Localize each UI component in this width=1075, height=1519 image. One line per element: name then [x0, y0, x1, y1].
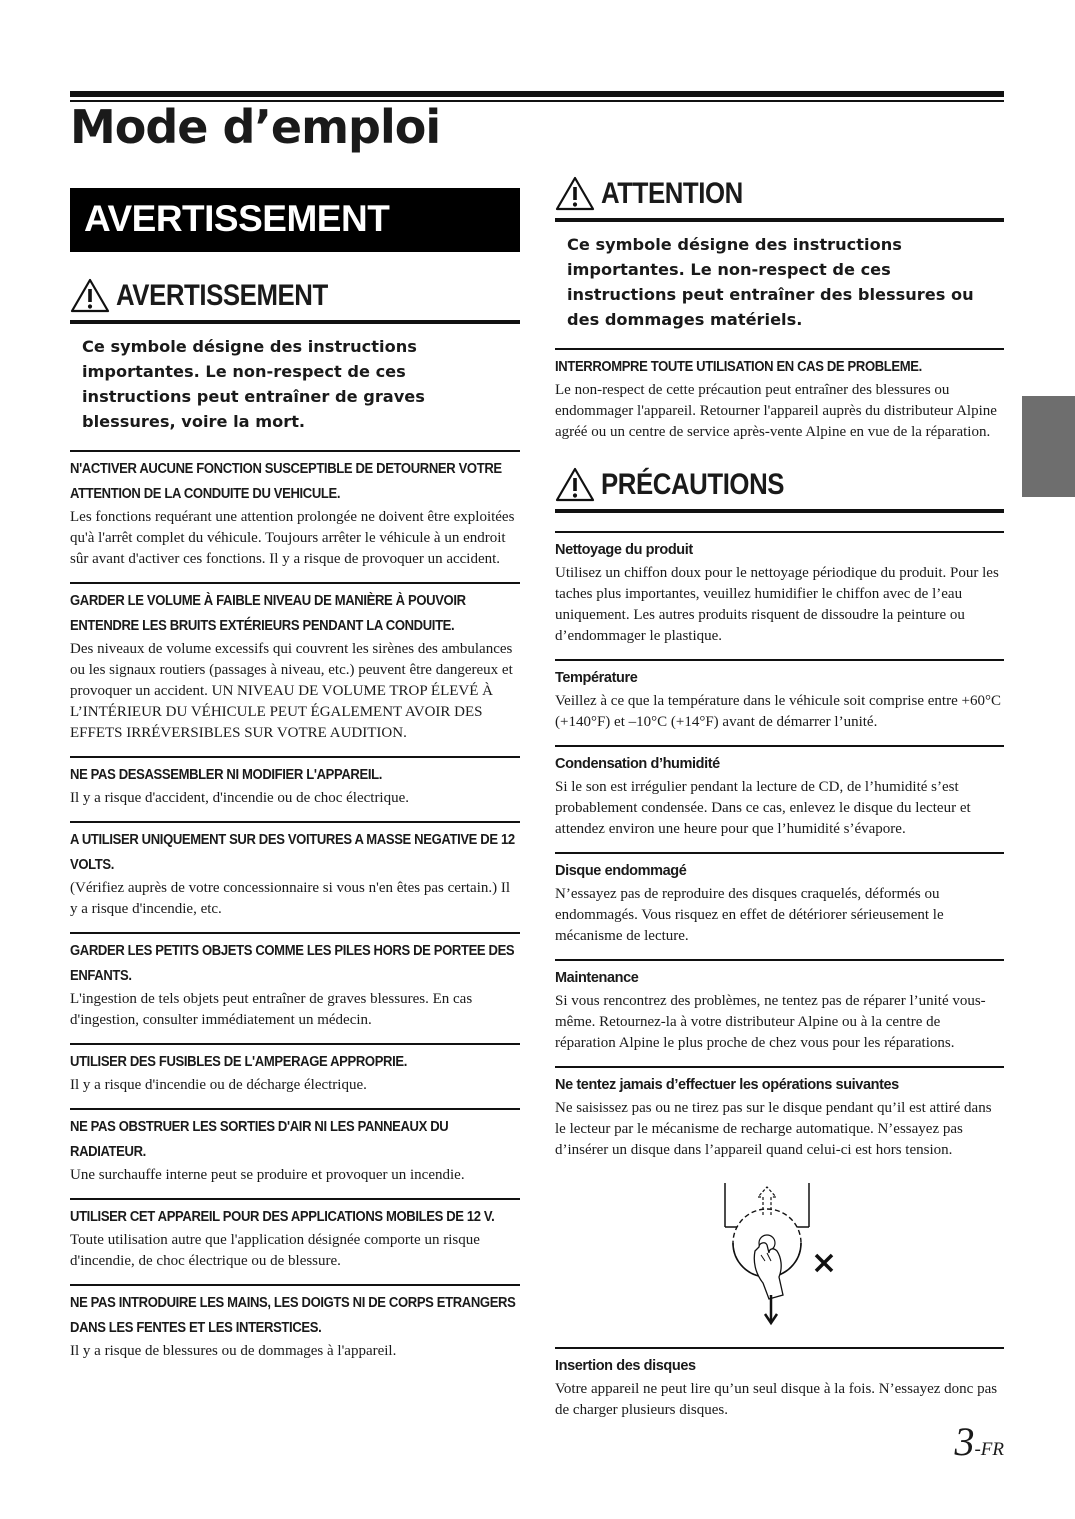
- item-title: N'ACTIVER AUCUNE FONCTION SUSCEPTIBLE DE DETOURNER VOTRE ATTENTION DE LA CONDUITE DU VEHICULE.: [70, 461, 502, 502]
- item-text: N’essayez pas de reproduire des disques craquelés, déformés ou endommagés. Vous risquez en effet de détériorer sérieusement le mécanisme de lecture.: [555, 886, 944, 944]
- precautions-heading-text: PRÉCAUTIONS: [601, 468, 785, 501]
- warning-triangle-icon: [555, 176, 595, 212]
- item-title: Maintenance: [555, 970, 639, 986]
- item-text: Toute utilisation autre que l'application désignée comporte un risque d'incendie, de choc électrique ou de blessure.: [70, 1232, 480, 1269]
- page-number: [954, 1418, 1004, 1465]
- warning-item-4: [70, 821, 520, 920]
- item-text: Une surchauffe interne peut se produire et provoquer un incendie.: [70, 1167, 465, 1183]
- warning-triangle-icon: [555, 467, 595, 503]
- item-title: UTILISER DES FUSIBLES DE L'AMPERAGE APPROPRIE.: [70, 1054, 408, 1070]
- precaution-item-disc-insertion: [555, 1347, 1004, 1421]
- precaution-item-2: [555, 659, 1004, 733]
- item-text: Utilisez un chiffon doux pour le nettoyage périodique du produit. Pour les taches plus importantes, veuillez humidifier le chiffon avec de l’eau uniquement. Les autres produits risquent de dissoudre la peinture ou d’endommager le plastique.: [555, 565, 999, 644]
- precaution-item-3: [555, 745, 1004, 840]
- item-title: GARDER LE VOLUME À FAIBLE NIVEAU DE MANIÈRE À POUVOIR ENTENDRE LES BRUITS EXTÉRIEURS PENDANT LA CONDUITE.: [70, 593, 466, 634]
- warning-banner: AVERTISSEMENT: [70, 188, 520, 252]
- attention-intro: Ce symbole désigne des instructions importantes. Le non-respect de ces instructions peut entraîner des blessures ou des dommages matériels.: [567, 235, 974, 329]
- item-title: Nettoyage du produit: [555, 542, 693, 558]
- cross-mark-icon: [816, 1255, 832, 1271]
- precautions-list: [555, 531, 1004, 1161]
- page-number-suffix: -FR: [974, 1439, 1004, 1460]
- warning-item-2: [70, 582, 520, 744]
- item-title: Température: [555, 670, 638, 686]
- item-title: NE PAS DESASSEMBLER NI MODIFIER L'APPAREIL.: [70, 767, 382, 783]
- warning-heading-text: AVERTISSEMENT: [116, 279, 328, 312]
- warning-intro: Ce symbole désigne des instructions importantes. Le non-respect de ces instructions peut entraîner de graves blessures, voire la mort.: [82, 337, 425, 431]
- item-text: Ne saisissez pas ou ne tirez pas sur le disque pendant qu’il est attiré dans le lecteur par le mécanisme de recharge automatique. N’essayez pas d’insérer un disque dans l’appareil quand celui-ci est hors tension.: [555, 1100, 992, 1158]
- warning-triangle-icon: [70, 278, 110, 314]
- precaution-item-4: [555, 852, 1004, 947]
- warning-list: [70, 450, 520, 1362]
- arrow-down-icon: [765, 1295, 777, 1323]
- page-title: Mode d’emploi: [70, 100, 441, 154]
- item-text: Si le son est irrégulier pendant la lecture de CD, de l’humidité s’est probablement condensée. Dans ce cas, enlevez le disque du lecteur et attendez environ une heure pour que l’humidité s’évapore.: [555, 779, 971, 837]
- warning-item-5: [70, 932, 520, 1031]
- item-text: Il y a risque d'incendie ou de décharge électrique.: [70, 1077, 367, 1093]
- attention-heading-text: ATTENTION: [601, 177, 743, 210]
- page-number-value: 3: [954, 1419, 975, 1464]
- warning-item-6: [70, 1043, 520, 1096]
- item-text: Votre appareil ne peut lire qu’un seul disque à la fois. N’essayez donc pas de charger plusieurs disques.: [555, 1381, 998, 1418]
- precaution-item-1: [555, 531, 1004, 647]
- item-text: Le non-respect de cette précaution peut entraîner des blessures ou endommager l'appareil. Retourner l'appareil auprès du distributeur Alpine agréé ou un centre de service après-vente Alpine en vue de la réparation.: [555, 382, 997, 440]
- item-text: Si vous rencontrez des problèmes, ne tentez pas de réparer l’unité vous-même. Retournez-la à votre distributeur Alpine ou à la centre de réparation Alpine le plus proche de chez vous pour les réparations.: [555, 993, 986, 1051]
- warning-item-7: [70, 1108, 520, 1186]
- precautions-heading: [555, 463, 1004, 513]
- disc-insertion-figure: [723, 1181, 843, 1329]
- left-column: [70, 188, 520, 1374]
- warning-item-8: [70, 1198, 520, 1272]
- precaution-item-5: [555, 959, 1004, 1054]
- item-title: Ne tentez jamais d’effectuer les opérations suivantes: [555, 1077, 899, 1093]
- item-title: INTERROMPRE TOUTE UTILISATION EN CAS DE PROBLEME.: [555, 359, 922, 375]
- warning-heading: [70, 274, 520, 324]
- item-title: NE PAS INTRODUIRE LES MAINS, LES DOIGTS NI DE CORPS ETRANGERS DANS LES FENTES ET LES INTERSTICES.: [70, 1295, 516, 1336]
- item-text: Il y a risque de blessures ou de dommages à l'appareil.: [70, 1343, 397, 1359]
- side-tab: [1022, 396, 1075, 497]
- warning-item-1: [70, 450, 520, 570]
- warning-item-3: [70, 756, 520, 809]
- warning-item-9: [70, 1284, 520, 1362]
- item-title: Disque endommagé: [555, 863, 687, 879]
- item-text: Des niveaux de volume excessifs qui couvrent les sirènes des ambulances ou les signaux routiers (passages à niveau, etc.) peuvent être dangereux et provoquer un accident. UN NIVEAU DE VOLUME TROP ÉLEVÉ À L’INTÉRIEUR DU VÉHICULE PEUT ÉGALEMENT AVOIR DES EFFETS IRRÉVERSIBLES SUR VOTRE AUDITION.: [70, 641, 513, 741]
- item-title: Insertion des disques: [555, 1358, 696, 1374]
- item-title: Condensation d’humidité: [555, 756, 720, 772]
- item-title: GARDER LES PETITS OBJETS COMME LES PILES HORS DE PORTEE DES ENFANTS.: [70, 943, 515, 984]
- item-title: NE PAS OBSTRUER LES SORTIES D'AIR NI LES PANNEAUX DU RADIATEUR.: [70, 1119, 449, 1160]
- item-text: Veillez à ce que la température dans le véhicule soit comprise entre +60°C (+140°F) et –10°C (+14°F) avant de démarrer l’unité.: [555, 693, 1001, 730]
- precaution-item-6: [555, 1066, 1004, 1161]
- item-text: Il y a risque d'accident, d'incendie ou de choc électrique.: [70, 790, 410, 806]
- item-title: UTILISER CET APPAREIL POUR DES APPLICATIONS MOBILES DE 12 V.: [70, 1209, 495, 1225]
- item-text: Les fonctions requérant une attention prolongée ne doivent être exploitées qu'à l'arrêt complet du véhicule. Toujours arrêter le véhicule à un endroit sûr avant d'activer ces fonctions. Il y a risque de provoquer un accident.: [70, 509, 515, 567]
- item-text: (Vérifiez auprès de votre concessionnaire si vous n'en êtes pas certain.) Il y a risque d'incendie, etc.: [70, 880, 511, 917]
- right-column: [555, 172, 1004, 1433]
- attention-heading: [555, 172, 1004, 222]
- item-text: L'ingestion de tels objets peut entraîner de graves blessures. En cas d'ingestion, consulter immédiatement un médecin.: [70, 991, 473, 1028]
- attention-item: [555, 348, 1004, 443]
- item-title: A UTILISER UNIQUEMENT SUR DES VOITURES A MASSE NEGATIVE DE 12 VOLTS.: [70, 832, 515, 873]
